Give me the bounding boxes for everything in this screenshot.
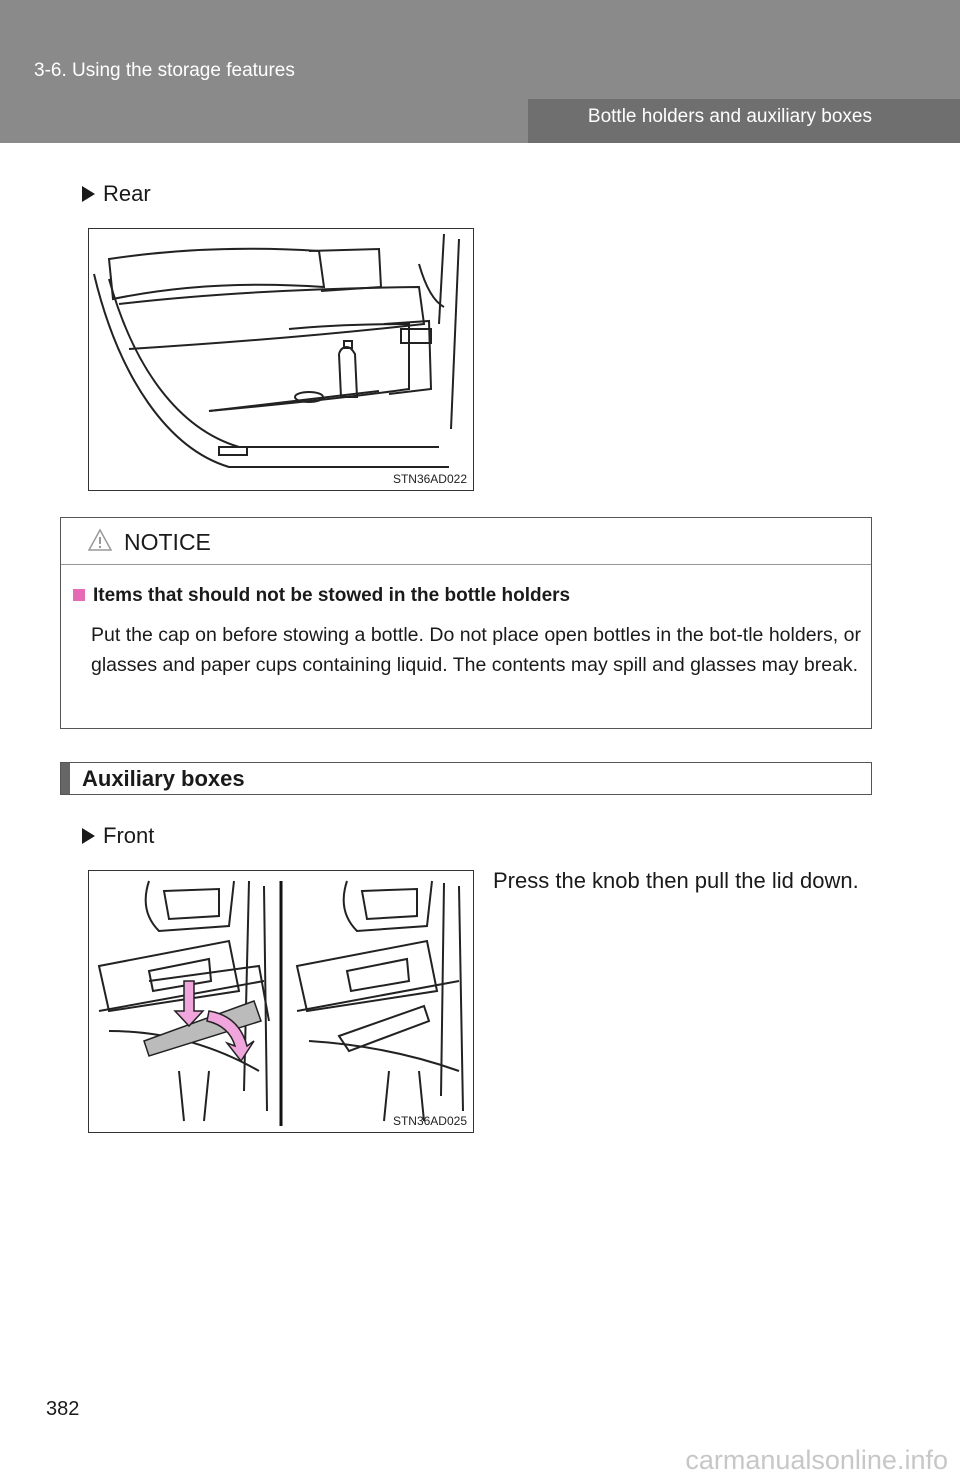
figure-code: STN36AD025: [392, 1114, 467, 1128]
square-bullet-icon: [73, 589, 85, 601]
page-header: [0, 0, 960, 143]
warning-triangle-icon: [87, 528, 113, 557]
front-door-figure: [88, 870, 474, 1133]
auxiliary-boxes-heading: Auxiliary boxes: [60, 762, 872, 795]
front-label: Front: [82, 823, 154, 849]
rear-door-illustration: [89, 229, 473, 490]
notice-subtitle: Items that should not be stowed in the bottle holders: [73, 585, 570, 607]
watermark: carmanualsonline.info: [685, 1445, 948, 1475]
notice-title: NOTICE: [124, 529, 211, 555]
subsection-title: Bottle holders and auxiliary boxes: [587, 106, 872, 127]
notice-box: [60, 517, 872, 729]
instruction-text: Press the knob then pull the lid down.: [493, 868, 859, 893]
rear-door-figure: [88, 228, 474, 491]
page-number: 382: [46, 1398, 80, 1420]
rear-label: Rear: [82, 181, 151, 207]
front-door-illustration: [89, 871, 473, 1132]
notice-body: Put the cap on before stowing a bottle. Do not place open bottles in the bot-tle holders, or glasses and paper cups containing liquid. The contents may spill and glasses may break.: [91, 624, 861, 676]
triangle-bullet-icon: [82, 828, 95, 844]
heading-bar: [61, 763, 70, 794]
notice-header: [61, 518, 871, 565]
section-title: 3-6. Using the storage features: [34, 60, 295, 81]
triangle-bullet-icon: [82, 186, 95, 202]
figure-code: STN36AD022: [392, 472, 467, 486]
